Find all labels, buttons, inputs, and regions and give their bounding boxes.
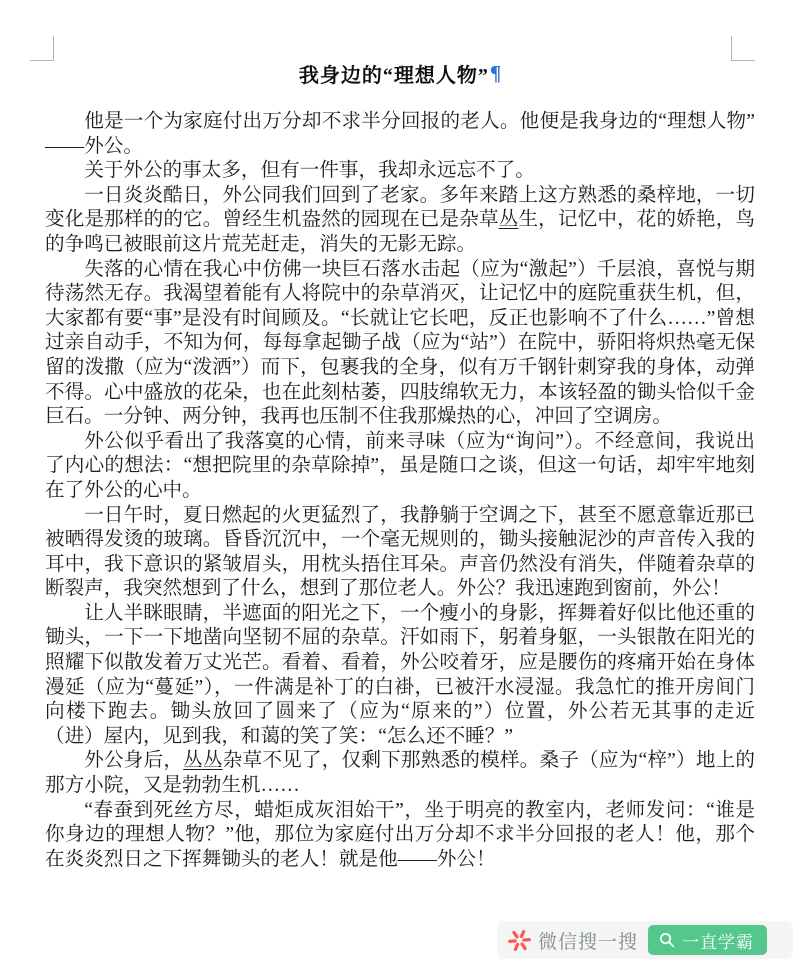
text-run: 生，记忆中，花的娇艳，鸟的争鸣已被眼前这片荒芜赶走，消失的无影无踪。 (45, 209, 756, 255)
text-run: 让人半眯眼睛，半遮面的阳光之下，一个瘦小的身影，挥舞着好似比他还重的锄头，一下一下地凿向坚韧不屈的杂草。汗如雨下，躬着身躯，一头银散在阳光的照耀下似散发着万丈光芒。看着、看着，外公咬着牙，应是腰伤的疼痛开始在身体漫延（应为“蔓延”），一件满是补丁的白褂，已被汗水浸湿。我急忙的推开房间门向楼下跑去。锄头放回了圆来了（应为“原来的”）位置，外公若无其事的走近（进）屋内，见到我，和蔼的笑了笑：“怎么还不睡？” (45, 602, 755, 747)
search-account-button[interactable] (648, 925, 767, 955)
magnifier-icon (658, 931, 676, 949)
watermark-bar (497, 921, 793, 959)
text-run: 失落的心情在我心中仿佛一块巨石落水击起（应为“激起”）千层浪，喜悦与期待荡然无存。我渴望着能有人将院中的杂草消灭，让记忆中的庭院重获生机，但，大家都有要“事”是没有时间顾及。“长就让它长吧，反正也影响不了什么……”曾想过亲自动手，不知为何，每每拿起锄子战（应为“站”）在院中，骄阳将炽热毫无保留的泼撒（应为“泼洒”）而下，包裹我的全身，似有万千钢针刺穿我的身体，动弹不得。心中盛放的花朵，也在此刻枯萎，四肢绵软无力，本该轻盈的锄头恰似千金巨石。一分钟、两分钟，我再也压制不住我那燥热的心，冲回了空调房。 (45, 258, 755, 428)
text-run: 他是一个为家庭付出万分却不求半分回报的老人。他便是我身边的“理想人物”——外公。 (45, 111, 755, 157)
page-margin-corner-left (30, 36, 54, 61)
paragraph (45, 159, 755, 184)
paragraph (45, 749, 755, 798)
search-account-label: 一直学霸 (682, 932, 755, 952)
document-title: 我身边的“理想人物” (298, 64, 489, 87)
paragraph (45, 430, 755, 504)
paragraph (45, 258, 755, 430)
paragraph (45, 602, 755, 750)
text-run: 外公身后， (84, 750, 184, 772)
text-run: 外公似乎看出了我落寞的心情，前来寻味（应为“询问”）。不经意间，我说出了内心的想法：“想把院里的杂草除掉”，虽是随口之谈，但这一句话，却牢牢地刻在了外公的心中。 (45, 430, 755, 501)
document-title-row (45, 59, 755, 87)
text-run: 关于外公的事太多，但有一件事，我却永远忘不了。 (84, 160, 535, 182)
underlined-text-run: 丛丛 (183, 750, 223, 772)
page-margin-corner-right (731, 36, 755, 61)
paragraph (45, 110, 755, 159)
text-run: “春蚕到死丝方尽，蜡炬成灰泪始干”，坐于明亮的教室内，老师发问：“谁是你身边的理想人物？”他，那位为家庭付出万分却不求半分回报的老人！他，那个在炎炎烈日之下挥舞锄头的老人！就是他——外公！ (45, 799, 755, 870)
underlined-text-run: 丛 (498, 209, 519, 231)
text-run: 一日午时，夏日燃起的火更猛烈了，我静躺于空调之下，甚至不愿意靠近那已被晒得发烫的玻璃。昏昏沉沉中，一个毫无规则的，锄头接触泥沙的声音传入我的耳中，我下意识的紧皱眉头，用枕头捂住耳朵。声音仍然没有消失，伴随着杂草的断裂声，我突然想到了什么，想到了那位老人。外公？我迅速跑到窗前，外公！ (45, 504, 755, 600)
document-body (45, 110, 755, 872)
paragraph (45, 799, 755, 873)
text-run: 杂草不见了，仅剩下那熟悉的模样。桑子（应为“梓”）地上的那方小院，又是勃勃生机…… (45, 750, 756, 797)
text-run: 一日炎炎酷日，外公同我们回到了老家。多年来踏上这方熟悉的桑梓地，一切变化是那样的的它。曾经生机盎然的园现在已是杂草 (45, 184, 755, 231)
paragraph (45, 184, 755, 258)
paragraph (45, 504, 755, 602)
paragraph-mark-icon: ¶ (489, 60, 502, 85)
wechat-search-spark-icon (508, 929, 531, 952)
wechat-search-label: 微信搜一搜 (538, 931, 639, 953)
